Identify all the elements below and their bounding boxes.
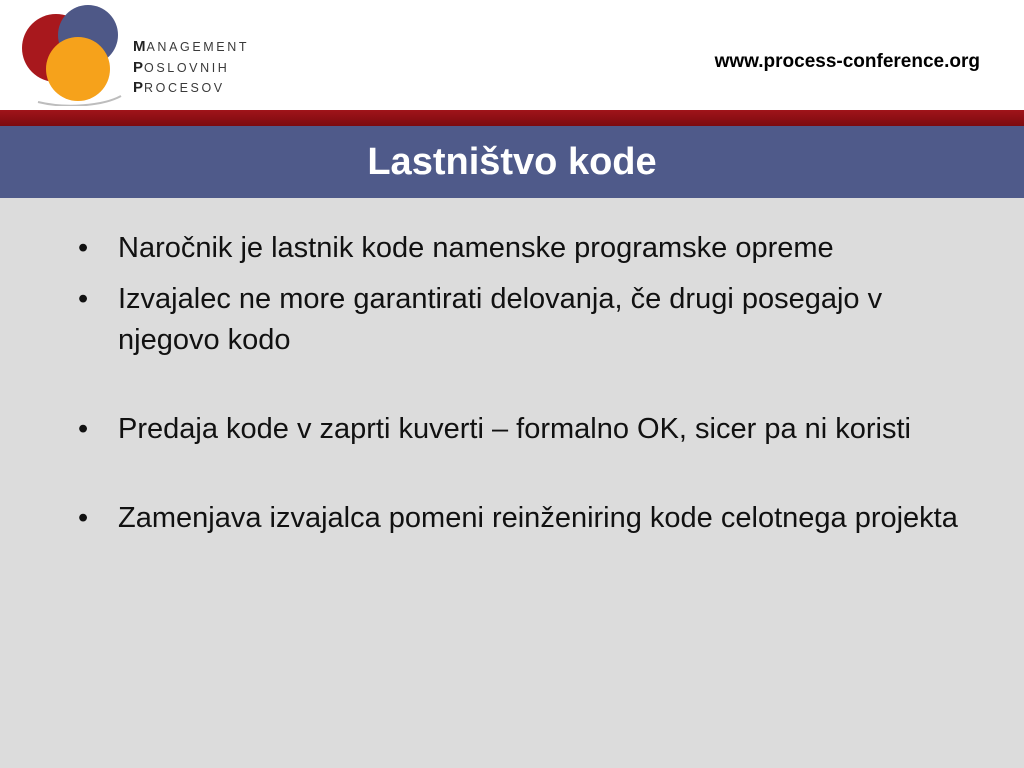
bullet-item [78,279,978,361]
bullet-item [78,409,978,450]
bullet-text: Predaja kode v zaprti kuverti – formalno OK, sicer pa ni koristi [118,413,911,445]
bullet-item [78,498,978,539]
title-band [0,126,1024,198]
bullet-text: Zamenjava izvajalca pomeni reinženiring kode celotnega projekta [118,502,958,534]
slide-header [0,0,1024,110]
logo-circles-icon [18,2,128,106]
logo-line-management: MANAGEMENT [133,38,250,55]
logo-line-procesov: PROCESOV [133,79,225,96]
logo-text [133,37,249,99]
bullet-item [78,228,978,269]
bullet-dot-icon: • [78,232,89,264]
bullet-dot-icon: • [78,413,89,445]
red-divider-band [0,110,1024,126]
bullet-dot-icon: • [78,283,89,315]
bullet-dot-icon: • [78,502,89,534]
bullet-list [78,228,978,549]
bullet-text: Naročnik je lastnik kode namenske programske opreme [118,232,834,264]
logo-line-poslovnih: POSLOVNIH [133,58,230,76]
conference-url: www.process-conference.org [714,51,980,72]
bullet-text: Izvajalec ne more garantirati delovanja, če drugi posegajo v njegovo kodo [118,283,883,356]
slide-content [0,198,1024,768]
slide-title: Lastništvo kode [367,141,657,183]
